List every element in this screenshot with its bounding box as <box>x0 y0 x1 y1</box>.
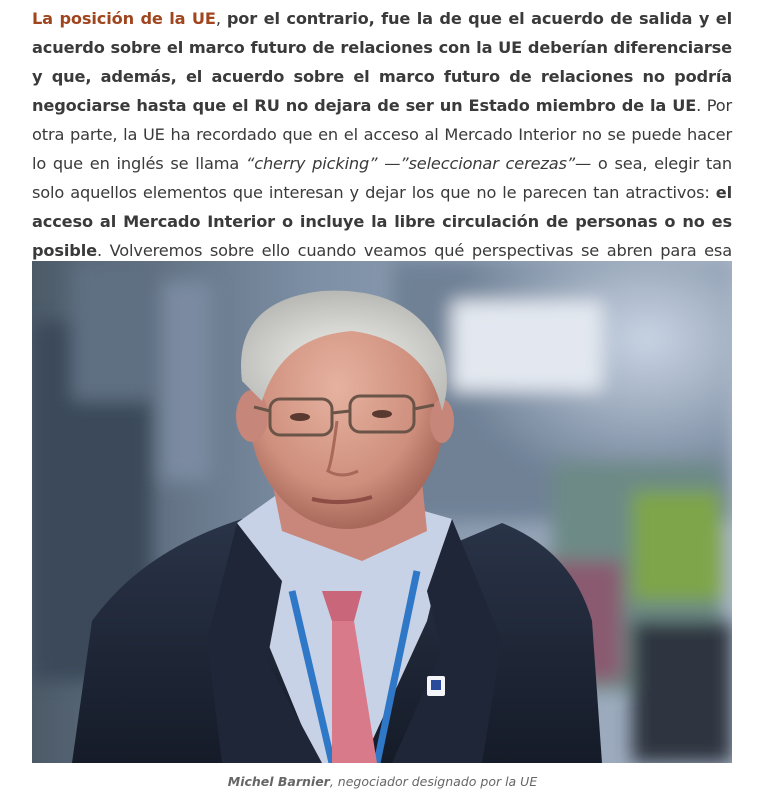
bold-text: por el contrario, fue la de que el acuerdo de salida y el acuerdo sobre el marco futuro de relaciones con la UE deberían diferenciarse y que, además, el acuerdo sobre el marco futuro de relaciones no podría negociarse hasta que el RU no dejara de ser un Estado miembro de la UE <box>32 9 732 115</box>
italic-text: “cherry picking” —”seleccionar cerezas” <box>245 154 576 173</box>
photo-caption <box>0 774 765 789</box>
caption-text: , negociador designado por la UE <box>329 774 538 789</box>
text-segment: . Por otra parte, la UE ha recordado que en el acceso al Mercado Interior no se puede hacer lo que en inglés se llama <box>32 96 733 173</box>
text-segment: — o sea, elegir tan solo aquellos elementos que interesan y dejar los que no le parecen tan atractivos: <box>32 154 732 202</box>
text-segment: . Volveremos sobre ello cuando veamos qué perspectivas se abren para esa <box>96 241 732 260</box>
paragraph <box>32 4 732 294</box>
bold-text: el acceso al Mercado Interior o incluye la libre circulación de personas o no es posible <box>32 183 732 260</box>
article-photo <box>32 261 732 763</box>
photo-illustration <box>32 261 732 763</box>
article-body <box>32 4 732 294</box>
caption-name: Michel Barnier <box>227 774 330 789</box>
eu-position-link[interactable]: La posición de la UE <box>32 9 216 28</box>
text-segment: , <box>215 9 227 28</box>
